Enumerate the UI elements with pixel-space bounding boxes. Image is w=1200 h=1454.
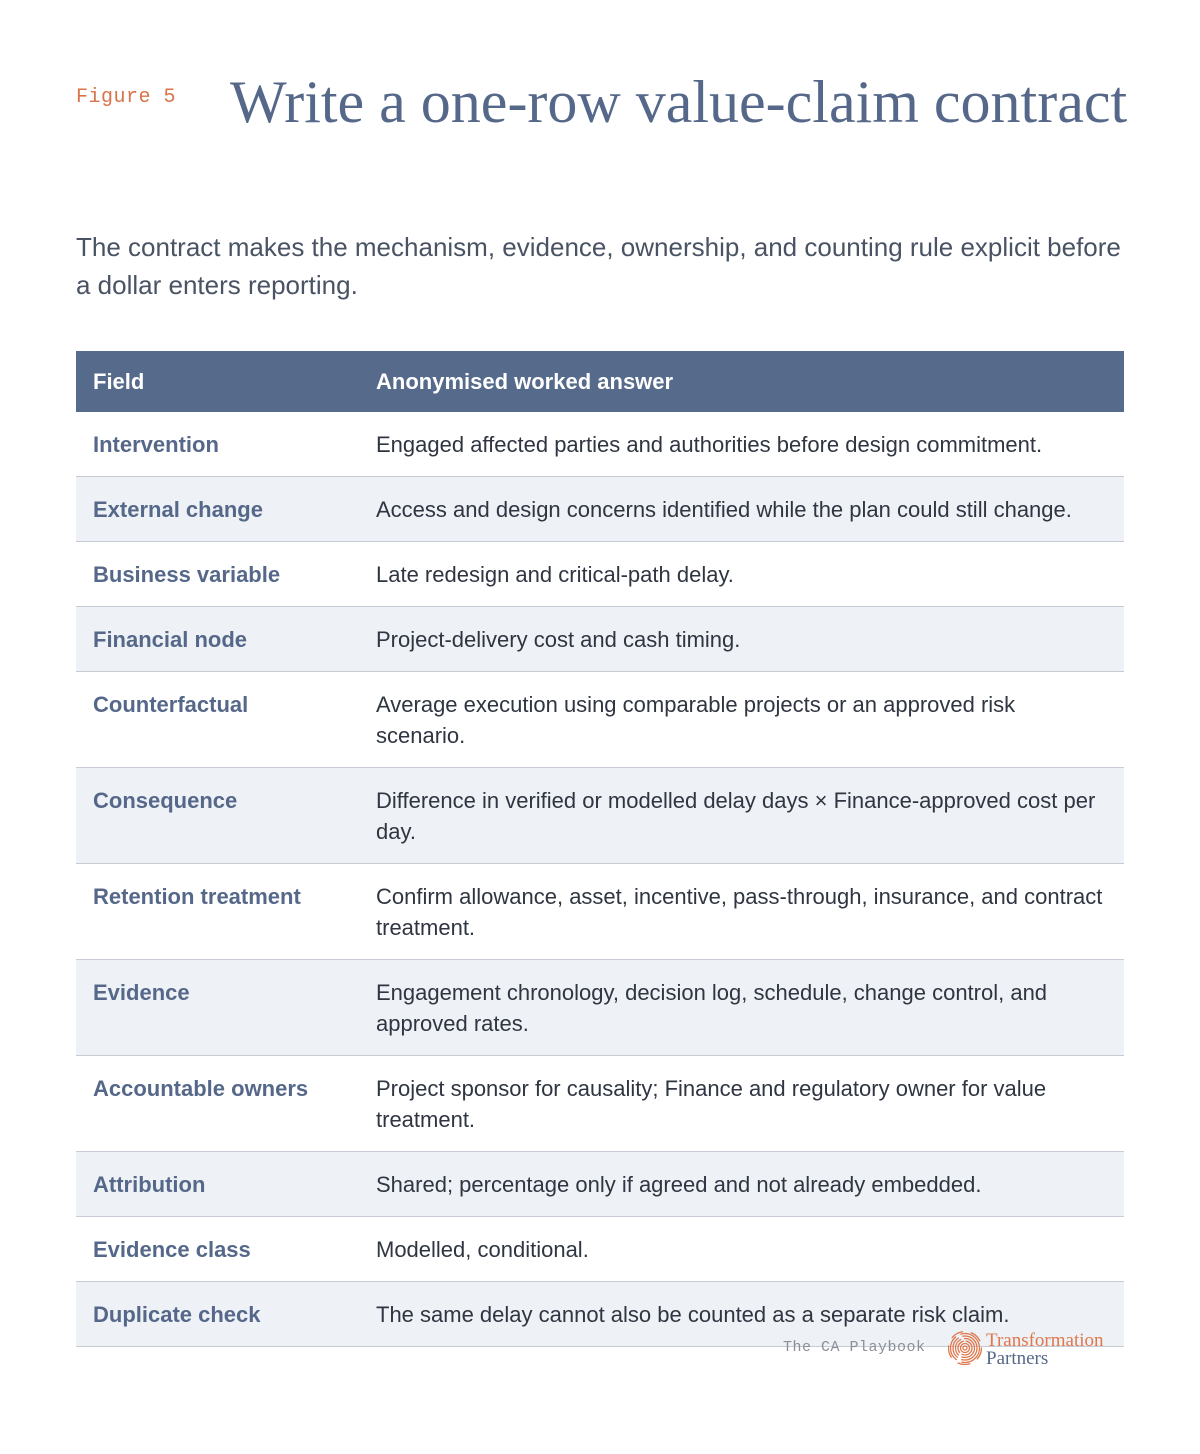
- answer-cell: Modelled, conditional.: [359, 1217, 1124, 1282]
- table-row: [76, 607, 1124, 672]
- field-cell: Evidence class: [76, 1217, 359, 1282]
- field-cell: Retention treatment: [76, 864, 359, 960]
- table-row: [76, 1056, 1124, 1152]
- table-row: [76, 412, 1124, 477]
- field-cell: Evidence: [76, 960, 359, 1056]
- column-header-field: Field: [76, 351, 359, 412]
- logo-text-partners: Partners: [986, 1348, 1049, 1369]
- table-row: [76, 672, 1124, 768]
- field-cell: Financial node: [76, 607, 359, 672]
- table-row: [76, 477, 1124, 542]
- figure-title: Write a one-row value-claim contract: [230, 69, 1128, 135]
- logo-text-transformation: Transformation: [986, 1330, 1104, 1351]
- table-row: [76, 1217, 1124, 1282]
- answer-cell: The same delay cannot also be counted as a separate risk claim.: [359, 1282, 1124, 1347]
- table-row: [76, 768, 1124, 864]
- table-header-row: [76, 351, 1124, 412]
- answer-cell: Confirm allowance, asset, incentive, pass-through, insurance, and contract treatment.: [359, 864, 1124, 960]
- field-cell: Attribution: [76, 1152, 359, 1217]
- answer-cell: Access and design concerns identified while the plan could still change.: [359, 477, 1124, 542]
- table-row: [76, 542, 1124, 607]
- field-cell: Duplicate check: [76, 1282, 359, 1347]
- figure-subtitle: The contract makes the mechanism, evidence, ownership, and counting rule explicit before a dollar enters reporting.: [76, 232, 1121, 300]
- answer-cell: Shared; percentage only if agreed and not already embedded.: [359, 1152, 1124, 1217]
- transformation-partners-logo: [948, 1330, 1128, 1370]
- answer-cell: Project-delivery cost and cash timing.: [359, 607, 1124, 672]
- column-header-answer: Anonymised worked answer: [359, 351, 1124, 412]
- table-row: [76, 864, 1124, 960]
- field-cell: Consequence: [76, 768, 359, 864]
- fingerprint-icon: [948, 1330, 984, 1366]
- answer-cell: Average execution using comparable projects or an approved risk scenario.: [359, 672, 1124, 768]
- field-cell: Accountable owners: [76, 1056, 359, 1152]
- field-cell: Counterfactual: [76, 672, 359, 768]
- answer-cell: Project sponsor for causality; Finance and regulatory owner for value treatment.: [359, 1056, 1124, 1152]
- value-claim-table: [76, 351, 1124, 1347]
- answer-cell: Engagement chronology, decision log, schedule, change control, and approved rates.: [359, 960, 1124, 1056]
- answer-cell: Engaged affected parties and authorities before design commitment.: [359, 412, 1124, 477]
- answer-cell: Difference in verified or modelled delay days × Finance-approved cost per day.: [359, 768, 1124, 864]
- figure-label: Figure 5: [76, 86, 177, 109]
- answer-cell: Late redesign and critical-path delay.: [359, 542, 1124, 607]
- field-cell: Intervention: [76, 412, 359, 477]
- field-cell: Business variable: [76, 542, 359, 607]
- table-row: [76, 1152, 1124, 1217]
- publication-name: The CA Playbook: [783, 1339, 926, 1356]
- table-row: [76, 960, 1124, 1056]
- field-cell: External change: [76, 477, 359, 542]
